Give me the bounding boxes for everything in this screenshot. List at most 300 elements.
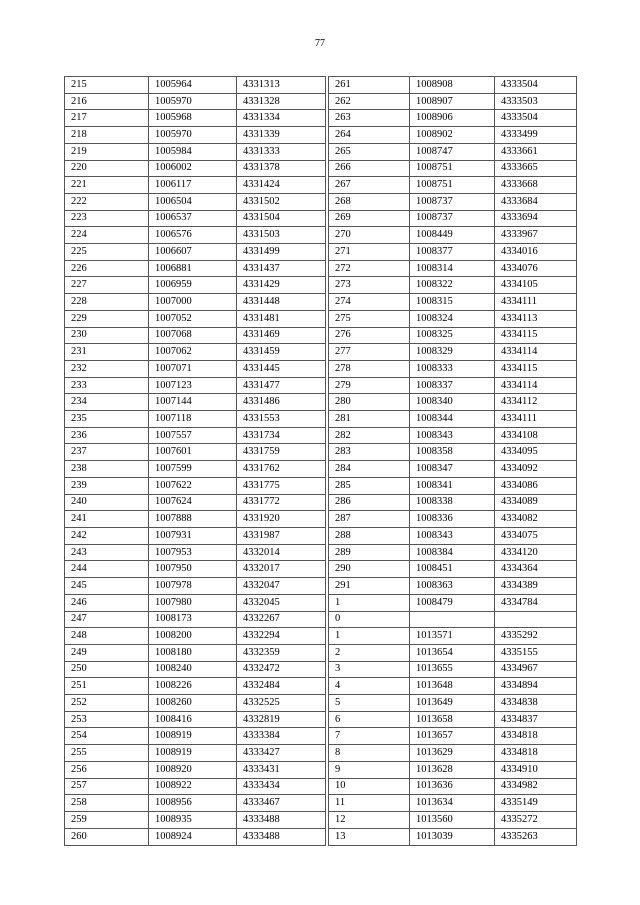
coordinates-table-left: [64, 76, 326, 846]
x-coordinate-cell: 1007601: [149, 444, 237, 461]
point-number-cell: 282: [329, 427, 410, 444]
x-coordinate-cell: 1008416: [149, 711, 237, 728]
point-number-cell: 223: [65, 210, 149, 227]
x-coordinate-cell: 1013629: [410, 745, 495, 762]
x-coordinate-cell: 1006002: [149, 160, 237, 177]
y-coordinate-cell: 4331553: [237, 411, 326, 428]
table-row: [329, 628, 577, 645]
point-number-cell: 250: [65, 661, 149, 678]
table-row: [65, 561, 326, 578]
table-row: [65, 227, 326, 244]
y-coordinate-cell: 4334818: [495, 745, 577, 762]
x-coordinate-cell: 1008338: [410, 494, 495, 511]
table-row: [65, 461, 326, 478]
y-coordinate-cell: 4331775: [237, 477, 326, 494]
y-coordinate-cell: 4331334: [237, 110, 326, 127]
table-row: [329, 461, 577, 478]
y-coordinate-cell: 4332472: [237, 661, 326, 678]
point-number-cell: 10: [329, 778, 410, 795]
table-row: [65, 344, 326, 361]
x-coordinate-cell: 1005970: [149, 127, 237, 144]
y-coordinate-cell: 4331502: [237, 193, 326, 210]
y-coordinate-cell: 4334120: [495, 544, 577, 561]
table-row: [329, 778, 577, 795]
y-coordinate-cell: 4334113: [495, 310, 577, 327]
y-coordinate-cell: 4333488: [237, 811, 326, 828]
point-number-cell: 272: [329, 260, 410, 277]
point-number-cell: 263: [329, 110, 410, 127]
table-row: [329, 427, 577, 444]
table-row: [329, 678, 577, 695]
y-coordinate-cell: 4331987: [237, 527, 326, 544]
x-coordinate-cell: 1013648: [410, 678, 495, 695]
table-row: [329, 561, 577, 578]
table-row: [65, 494, 326, 511]
table-row: [329, 127, 577, 144]
y-coordinate-cell: 4333467: [237, 795, 326, 812]
point-number-cell: 1: [329, 628, 410, 645]
y-coordinate-cell: 4332359: [237, 644, 326, 661]
table-row: [329, 294, 577, 311]
y-coordinate-cell: 4333504: [495, 110, 577, 127]
x-coordinate-cell: 1008336: [410, 511, 495, 528]
table-row: [65, 77, 326, 94]
x-coordinate-cell: 1006117: [149, 177, 237, 194]
x-coordinate-cell: 1008200: [149, 628, 237, 645]
x-coordinate-cell: 1008344: [410, 411, 495, 428]
point-number-cell: 234: [65, 394, 149, 411]
point-number-cell: 239: [65, 477, 149, 494]
y-coordinate-cell: 4331448: [237, 294, 326, 311]
point-number-cell: 275: [329, 310, 410, 327]
point-number-cell: 1: [329, 594, 410, 611]
y-coordinate-cell: 4331313: [237, 77, 326, 94]
y-coordinate-cell: 4334076: [495, 260, 577, 277]
x-coordinate-cell: 1008324: [410, 310, 495, 327]
y-coordinate-cell: 4331734: [237, 427, 326, 444]
y-coordinate-cell: 4334894: [495, 678, 577, 695]
x-coordinate-cell: 1008180: [149, 644, 237, 661]
point-number-cell: 277: [329, 344, 410, 361]
point-number-cell: 218: [65, 127, 149, 144]
point-number-cell: 257: [65, 778, 149, 795]
y-coordinate-cell: 4332294: [237, 628, 326, 645]
coordinates-table-right: [328, 76, 577, 846]
x-coordinate-cell: 1008173: [149, 611, 237, 628]
point-number-cell: 242: [65, 527, 149, 544]
y-coordinate-cell: 4331429: [237, 277, 326, 294]
y-coordinate-cell: 4331469: [237, 327, 326, 344]
x-coordinate-cell: 1005984: [149, 143, 237, 160]
point-number-cell: 246: [65, 594, 149, 611]
point-number-cell: 251: [65, 678, 149, 695]
table-row: [65, 160, 326, 177]
coordinates-table: [64, 76, 575, 846]
x-coordinate-cell: 1007118: [149, 411, 237, 428]
table-row: [329, 344, 577, 361]
y-coordinate-cell: 4331437: [237, 260, 326, 277]
x-coordinate-cell: 1008341: [410, 477, 495, 494]
y-coordinate-cell: 4331459: [237, 344, 326, 361]
point-number-cell: 221: [65, 177, 149, 194]
y-coordinate-cell: 4335149: [495, 795, 577, 812]
x-coordinate-cell: 1008919: [149, 745, 237, 762]
point-number-cell: 285: [329, 477, 410, 494]
x-coordinate-cell: 1013657: [410, 728, 495, 745]
point-number-cell: 280: [329, 394, 410, 411]
point-number-cell: 253: [65, 711, 149, 728]
point-number-cell: 0: [329, 611, 410, 628]
table-row: [329, 360, 577, 377]
table-row: [65, 661, 326, 678]
point-number-cell: 288: [329, 527, 410, 544]
x-coordinate-cell: 1007599: [149, 461, 237, 478]
y-coordinate-cell: 4333488: [237, 828, 326, 845]
table-row: [329, 711, 577, 728]
x-coordinate-cell: 1008322: [410, 277, 495, 294]
x-coordinate-cell: 1013636: [410, 778, 495, 795]
x-coordinate-cell: 1007062: [149, 344, 237, 361]
point-number-cell: 227: [65, 277, 149, 294]
y-coordinate-cell: 4331503: [237, 227, 326, 244]
table-row: [329, 745, 577, 762]
point-number-cell: 216: [65, 93, 149, 110]
point-number-cell: 247: [65, 611, 149, 628]
table-row: [65, 778, 326, 795]
y-coordinate-cell: 4333427: [237, 745, 326, 762]
table-row: [329, 795, 577, 812]
table-row: [329, 761, 577, 778]
x-coordinate-cell: 1008358: [410, 444, 495, 461]
table-row: [65, 678, 326, 695]
y-coordinate-cell: 4334982: [495, 778, 577, 795]
point-number-cell: 241: [65, 511, 149, 528]
y-coordinate-cell: 4333434: [237, 778, 326, 795]
point-number-cell: 283: [329, 444, 410, 461]
x-coordinate-cell: 1007123: [149, 377, 237, 394]
y-coordinate-cell: 4334115: [495, 327, 577, 344]
x-coordinate-cell: 1005970: [149, 93, 237, 110]
y-coordinate-cell: 4334086: [495, 477, 577, 494]
table-row: [65, 695, 326, 712]
x-coordinate-cell: 1013628: [410, 761, 495, 778]
y-coordinate-cell: 4333668: [495, 177, 577, 194]
table-row: [65, 544, 326, 561]
point-number-cell: 243: [65, 544, 149, 561]
y-coordinate-cell: 4331333: [237, 143, 326, 160]
point-number-cell: 238: [65, 461, 149, 478]
y-coordinate-cell: 4331378: [237, 160, 326, 177]
table-row: [65, 127, 326, 144]
x-coordinate-cell: 1008902: [410, 127, 495, 144]
point-number-cell: 220: [65, 160, 149, 177]
table-row: [65, 828, 326, 845]
table-row: [329, 277, 577, 294]
y-coordinate-cell: 4334082: [495, 511, 577, 528]
y-coordinate-cell: 4334389: [495, 578, 577, 595]
x-coordinate-cell: 1013039: [410, 828, 495, 845]
y-coordinate-cell: 4334108: [495, 427, 577, 444]
y-coordinate-cell: 4331772: [237, 494, 326, 511]
table-row: [65, 795, 326, 812]
y-coordinate-cell: 4332525: [237, 695, 326, 712]
point-number-cell: 268: [329, 193, 410, 210]
y-coordinate-cell: 4332045: [237, 594, 326, 611]
point-number-cell: 219: [65, 143, 149, 160]
table-row: [329, 477, 577, 494]
y-coordinate-cell: 4331759: [237, 444, 326, 461]
x-coordinate-cell: 1007953: [149, 544, 237, 561]
point-number-cell: 279: [329, 377, 410, 394]
table-row: [329, 394, 577, 411]
y-coordinate-cell: 4334818: [495, 728, 577, 745]
left-table-body: [65, 77, 326, 846]
y-coordinate-cell: 4331486: [237, 394, 326, 411]
x-coordinate-cell: 1008363: [410, 578, 495, 595]
table-row: [329, 77, 577, 94]
y-coordinate-cell: 4334111: [495, 294, 577, 311]
table-row: [65, 427, 326, 444]
table-row: [329, 227, 577, 244]
table-row: [65, 277, 326, 294]
point-number-cell: 217: [65, 110, 149, 127]
x-coordinate-cell: 1008479: [410, 594, 495, 611]
table-row: [329, 327, 577, 344]
point-number-cell: 9: [329, 761, 410, 778]
y-coordinate-cell: 4333504: [495, 77, 577, 94]
x-coordinate-cell: 1013560: [410, 811, 495, 828]
x-coordinate-cell: 1008908: [410, 77, 495, 94]
table-row: [65, 193, 326, 210]
y-coordinate-cell: 4333684: [495, 193, 577, 210]
y-coordinate-cell: 4331481: [237, 310, 326, 327]
y-coordinate-cell: 4334111: [495, 411, 577, 428]
point-number-cell: 2: [329, 644, 410, 661]
point-number-cell: 5: [329, 695, 410, 712]
point-number-cell: 4: [329, 678, 410, 695]
x-coordinate-cell: 1007144: [149, 394, 237, 411]
point-number-cell: 261: [329, 77, 410, 94]
point-number-cell: 267: [329, 177, 410, 194]
table-row: [65, 527, 326, 544]
y-coordinate-cell: 4334075: [495, 527, 577, 544]
point-number-cell: 254: [65, 728, 149, 745]
table-row: [65, 310, 326, 327]
x-coordinate-cell: 1008329: [410, 344, 495, 361]
x-coordinate-cell: 1008384: [410, 544, 495, 561]
table-row: [329, 661, 577, 678]
x-coordinate-cell: 1008347: [410, 461, 495, 478]
table-row: [65, 93, 326, 110]
y-coordinate-cell: 4331328: [237, 93, 326, 110]
table-row: [329, 611, 577, 628]
x-coordinate-cell: 1006959: [149, 277, 237, 294]
table-row: [65, 411, 326, 428]
y-coordinate-cell: 4332484: [237, 678, 326, 695]
y-coordinate-cell: 4334837: [495, 711, 577, 728]
table-row: [65, 177, 326, 194]
point-number-cell: 256: [65, 761, 149, 778]
y-coordinate-cell: 4333665: [495, 160, 577, 177]
y-coordinate-cell: 4334095: [495, 444, 577, 461]
x-coordinate-cell: 1008340: [410, 394, 495, 411]
y-coordinate-cell: 4334092: [495, 461, 577, 478]
table-row: [65, 611, 326, 628]
table-row: [65, 377, 326, 394]
point-number-cell: 265: [329, 143, 410, 160]
x-coordinate-cell: 1007950: [149, 561, 237, 578]
x-coordinate-cell: 1013658: [410, 711, 495, 728]
y-coordinate-cell: 4333967: [495, 227, 577, 244]
table-row: [65, 260, 326, 277]
table-row: [65, 360, 326, 377]
y-coordinate-cell: 4335263: [495, 828, 577, 845]
point-number-cell: 270: [329, 227, 410, 244]
y-coordinate-cell: 4331445: [237, 360, 326, 377]
point-number-cell: 258: [65, 795, 149, 812]
table-row: [329, 143, 577, 160]
table-row: [329, 93, 577, 110]
table-row: [329, 377, 577, 394]
table-row: [329, 411, 577, 428]
table-row: [65, 761, 326, 778]
point-number-cell: 222: [65, 193, 149, 210]
point-number-cell: 248: [65, 628, 149, 645]
table-row: [65, 294, 326, 311]
x-coordinate-cell: 1008751: [410, 160, 495, 177]
table-row: [65, 244, 326, 261]
x-coordinate-cell: 1013654: [410, 644, 495, 661]
y-coordinate-cell: 4334784: [495, 594, 577, 611]
point-number-cell: 231: [65, 344, 149, 361]
x-coordinate-cell: 1008747: [410, 143, 495, 160]
point-number-cell: 229: [65, 310, 149, 327]
table-row: [65, 644, 326, 661]
point-number-cell: 269: [329, 210, 410, 227]
x-coordinate-cell: 1006881: [149, 260, 237, 277]
point-number-cell: 224: [65, 227, 149, 244]
x-coordinate-cell: 1005968: [149, 110, 237, 127]
x-coordinate-cell: [410, 611, 495, 628]
table-row: [329, 578, 577, 595]
table-row: [329, 210, 577, 227]
table-row: [329, 110, 577, 127]
x-coordinate-cell: 1008451: [410, 561, 495, 578]
table-row: [329, 644, 577, 661]
x-coordinate-cell: 1008240: [149, 661, 237, 678]
point-number-cell: 237: [65, 444, 149, 461]
point-number-cell: 230: [65, 327, 149, 344]
y-coordinate-cell: 4335155: [495, 644, 577, 661]
x-coordinate-cell: 1008935: [149, 811, 237, 828]
y-coordinate-cell: [495, 611, 577, 628]
y-coordinate-cell: 4334115: [495, 360, 577, 377]
table-row: [329, 260, 577, 277]
x-coordinate-cell: 1008924: [149, 828, 237, 845]
table-row: [65, 745, 326, 762]
point-number-cell: 236: [65, 427, 149, 444]
y-coordinate-cell: 4332267: [237, 611, 326, 628]
x-coordinate-cell: 1006504: [149, 193, 237, 210]
x-coordinate-cell: 1007888: [149, 511, 237, 528]
point-number-cell: 286: [329, 494, 410, 511]
point-number-cell: 6: [329, 711, 410, 728]
x-coordinate-cell: 1006576: [149, 227, 237, 244]
x-coordinate-cell: 1007071: [149, 360, 237, 377]
point-number-cell: 233: [65, 377, 149, 394]
y-coordinate-cell: 4331504: [237, 210, 326, 227]
point-number-cell: 259: [65, 811, 149, 828]
x-coordinate-cell: 1007978: [149, 578, 237, 595]
table-row: [65, 477, 326, 494]
x-coordinate-cell: 1006607: [149, 244, 237, 261]
point-number-cell: 240: [65, 494, 149, 511]
table-row: [329, 193, 577, 210]
point-number-cell: 276: [329, 327, 410, 344]
x-coordinate-cell: 1008343: [410, 427, 495, 444]
x-coordinate-cell: 1008737: [410, 193, 495, 210]
point-number-cell: 287: [329, 511, 410, 528]
point-number-cell: 262: [329, 93, 410, 110]
table-row: [65, 110, 326, 127]
y-coordinate-cell: 4332017: [237, 561, 326, 578]
x-coordinate-cell: 1008922: [149, 778, 237, 795]
point-number-cell: 273: [329, 277, 410, 294]
table-row: [329, 594, 577, 611]
y-coordinate-cell: 4334112: [495, 394, 577, 411]
table-row: [329, 811, 577, 828]
point-number-cell: 255: [65, 745, 149, 762]
x-coordinate-cell: 1008315: [410, 294, 495, 311]
point-number-cell: 271: [329, 244, 410, 261]
page-number: 77: [315, 38, 325, 49]
y-coordinate-cell: 4334838: [495, 695, 577, 712]
point-number-cell: 12: [329, 811, 410, 828]
table-row: [65, 511, 326, 528]
point-number-cell: 260: [65, 828, 149, 845]
y-coordinate-cell: 4332047: [237, 578, 326, 595]
y-coordinate-cell: 4334089: [495, 494, 577, 511]
table-row: [329, 728, 577, 745]
x-coordinate-cell: 1008260: [149, 695, 237, 712]
y-coordinate-cell: 4334910: [495, 761, 577, 778]
y-coordinate-cell: 4334967: [495, 661, 577, 678]
table-row: [329, 444, 577, 461]
y-coordinate-cell: 4333499: [495, 127, 577, 144]
x-coordinate-cell: 1007622: [149, 477, 237, 494]
x-coordinate-cell: 1007052: [149, 310, 237, 327]
x-coordinate-cell: 1013649: [410, 695, 495, 712]
x-coordinate-cell: 1005964: [149, 77, 237, 94]
y-coordinate-cell: 4331762: [237, 461, 326, 478]
table-row: [329, 544, 577, 561]
point-number-cell: 245: [65, 578, 149, 595]
x-coordinate-cell: 1008314: [410, 260, 495, 277]
x-coordinate-cell: 1008333: [410, 360, 495, 377]
x-coordinate-cell: 1013634: [410, 795, 495, 812]
x-coordinate-cell: 1008325: [410, 327, 495, 344]
x-coordinate-cell: 1008226: [149, 678, 237, 695]
table-row: [65, 578, 326, 595]
y-coordinate-cell: 4331339: [237, 127, 326, 144]
point-number-cell: 252: [65, 695, 149, 712]
y-coordinate-cell: 4333431: [237, 761, 326, 778]
table-row: [329, 828, 577, 845]
table-row: [329, 695, 577, 712]
x-coordinate-cell: 1008919: [149, 728, 237, 745]
point-number-cell: 266: [329, 160, 410, 177]
y-coordinate-cell: 4333694: [495, 210, 577, 227]
